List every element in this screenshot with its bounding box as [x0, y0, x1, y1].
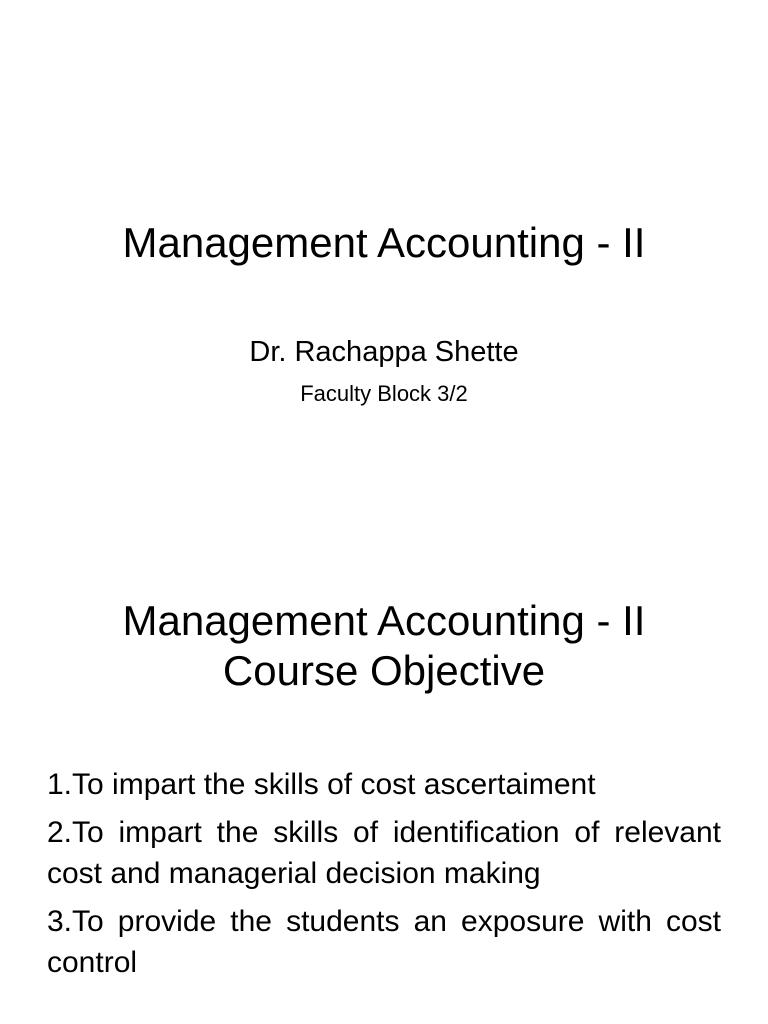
slide-title: Management Accounting - II	[122, 219, 646, 266]
slide-heading-line-1: Management Accounting - II	[122, 597, 646, 644]
slide-heading-line-2: Course Objective	[222, 647, 546, 694]
course-objective-slide	[0, 512, 768, 1024]
slide-heading	[0, 596, 768, 696]
objective-item: 3.To provide the students an exposure with cost control	[47, 905, 721, 979]
objective-item: 1.To impart the skills of cost ascertaiment	[47, 768, 596, 801]
author-name: Dr. Rachappa Shette	[249, 336, 519, 368]
objectives-list	[47, 764, 721, 990]
objective-item: 2.To impart the skills of identification of relevant cost and managerial decision making	[47, 816, 721, 890]
author-affiliation: Faculty Block 3/2	[300, 381, 468, 406]
